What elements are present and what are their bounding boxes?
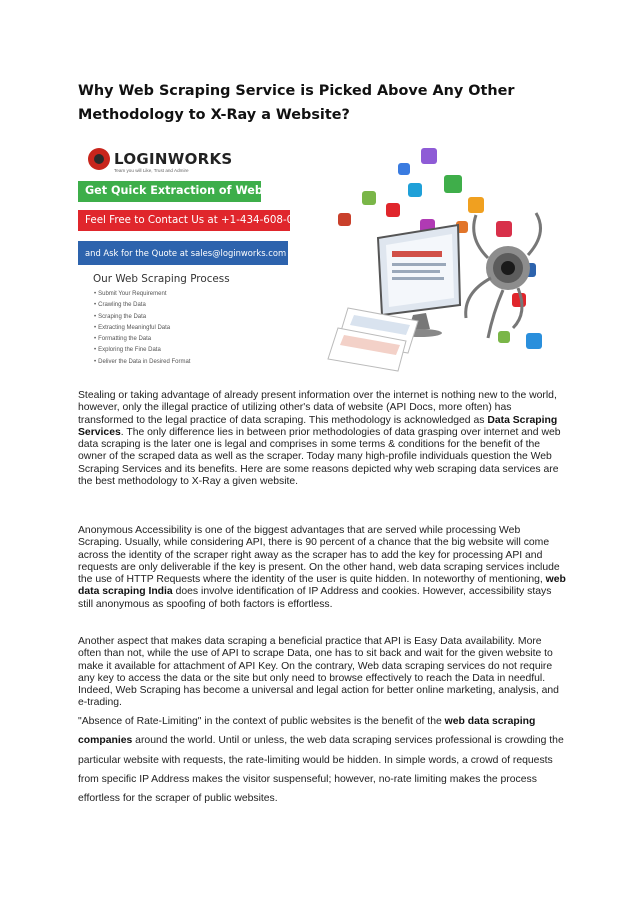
scraping-illustration (308, 143, 558, 383)
paragraph-text: around the world. Until or unless, the web data scraping services professional is crowding the particular website with requests, the rate-limiting would be hidden. In simple words, a crowd of requests from specific IP Address makes the visitor suspenseful; however, no-rate limiting makes the process effortless for the scraper of public websites. (78, 735, 564, 805)
document-title: Why Web Scraping Service is Picked Above Any Other Methodology to X-Ray a Website? (78, 83, 515, 123)
logo-text: LOGINWORKS (114, 150, 233, 168)
blue-banner-bar: and Ask for the Quote at sales@loginworks.com (78, 241, 288, 265)
bold-term: web data scraping India (78, 574, 566, 598)
app-tile-icon (408, 183, 422, 197)
app-tile-icon (421, 148, 437, 164)
logo-tagline: Team you will Like, Trust and Admire (114, 168, 189, 173)
process-list (94, 289, 190, 368)
process-item: • Formatting the Data (94, 334, 190, 345)
app-tile-icon (398, 163, 410, 175)
red-banner-bar: Feel Free to Contact Us at +1-434-608-0184 (78, 210, 290, 231)
paragraph-data-availability: Another aspect that makes data scraping a beneficial practice that API is Easy Data availability. More often than not, while the use of API to scrape Data, one has to sit back and wait for the given website to make it available for attachment of API Key. On the contrary, Web data scraping services do not require any key to access the data or the site but only need to browse effectively to reach the Data in needful. Indeed, Web Scraping has become a universal and legal action for better online marketing, analysis, and e-trading. (78, 636, 559, 709)
process-item: • Deliver the Data in Desired Format (94, 357, 190, 368)
paragraph-text: . The only difference lies in between prior methodologies of data grasping over internet and web data scraping is the later one is legal and comprises in some terms & conditions for the benefit of the owner of the scraped data as well as the scraper. Today many high-profile individuals question the Web Scraping Services and its benefits. Here are some reasons depicted why web scraping data services are the best methodology to X-Ray a given website. (78, 426, 561, 488)
banner-image (78, 133, 561, 387)
paragraph-anonymous-accessibility (78, 525, 566, 611)
green-banner-bar: Get Quick Extraction of Web Data (78, 181, 261, 202)
app-tile-icon (526, 333, 542, 349)
app-tile-icon (496, 221, 512, 237)
process-item: • Exploring the Fine Data (94, 345, 190, 356)
paragraph-text: "Absence of Rate-Limiting" in the context of public websites is the benefit of the (78, 716, 445, 727)
process-item: • Crawling the Data (94, 300, 190, 311)
app-tile-icon (468, 197, 484, 213)
app-tile-icon (444, 175, 462, 193)
app-tile-icon (338, 213, 351, 226)
paragraph-text: Anonymous Accessibility is one of the biggest advantages that are served while processing Web Scraping. Usually, while considering API, there is 90 percent of a chance that the big website will come across the identity of the scraper right away as the scraper has to add the key for processing API and requests are only deliverable if the key is present. On the other hand, web data scraping services include the use of HTTP Requests where the identity of the user is quite hidden. In noteworthy of mentioning, (78, 525, 560, 586)
paragraph-text: Stealing or taking advantage of already present information over the internet is nothing new to the world, however, only the illegal practice of utilizing other's data of website (API Docs, more often) has transformed to the legal practice of data scraping. This methodology is acknowledged as (78, 390, 557, 426)
bold-term: Data Scraping Services (78, 414, 558, 438)
process-title: Our Web Scraping Process (93, 273, 230, 285)
paragraph-intro (78, 390, 566, 488)
app-tile-icon (386, 203, 400, 217)
app-tile-icon (362, 191, 376, 205)
bold-term: web data scraping companies (78, 716, 536, 747)
logo-icon (88, 148, 110, 170)
process-item: • Extracting Meaningful Data (94, 323, 190, 334)
process-item: • Submit Your Requirement (94, 289, 190, 300)
app-tile-icon (498, 331, 510, 343)
process-item: • Scraping the Data (94, 312, 190, 323)
logo (88, 148, 233, 170)
paragraph-rate-limiting (78, 712, 566, 808)
paragraph-text: does involve identification of IP Address and cookies. However, accessibility stays still anonymous as spoofing of both factors is effortless. (78, 586, 552, 610)
